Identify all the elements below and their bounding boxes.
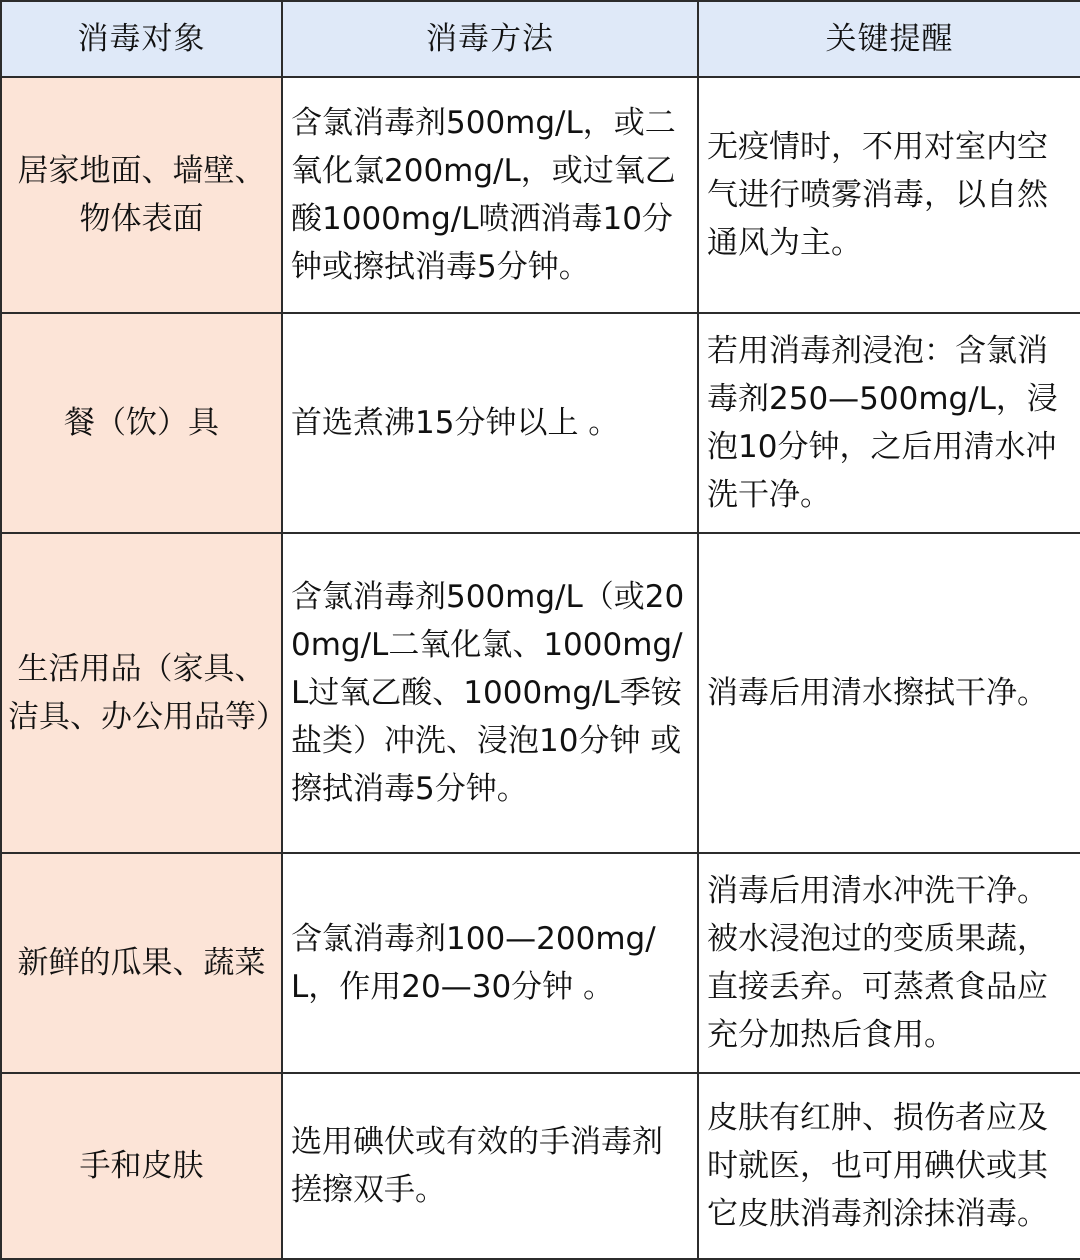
object-cell: 餐（饮）具 xyxy=(1,313,282,533)
header-row xyxy=(1,1,1080,77)
method-cell: 含氯消毒剂500mg/L（或200mg/L二氧化氯、1000mg/L过氧乙酸、1000mg/L季铵盐类）冲洗、浸泡10分钟 或擦拭消毒5分钟。 xyxy=(282,533,698,853)
reminder-cell: 消毒后用清水冲洗干净。被水浸泡过的变质果蔬，直接丢弃。可蒸煮食品应充分加热后食用。 xyxy=(698,853,1080,1073)
table-row xyxy=(1,853,1080,1073)
object-cell: 居家地面、墙壁、物体表面 xyxy=(1,77,282,313)
table-row xyxy=(1,533,1080,853)
reminder-cell: 若用消毒剂浸泡：含氯消毒剂250—500mg/L，浸泡10分钟，之后用清水冲洗干净。 xyxy=(698,313,1080,533)
method-cell: 选用碘伏或有效的手消毒剂搓擦双手。 xyxy=(282,1073,698,1259)
reminder-cell: 皮肤有红肿、损伤者应及时就医，也可用碘伏或其它皮肤消毒剂涂抹消毒。 xyxy=(698,1073,1080,1259)
method-cell: 含氯消毒剂500mg/L，或二氧化氯200mg/L，或过氧乙酸1000mg/L喷洒消毒10分钟或擦拭消毒5分钟。 xyxy=(282,77,698,313)
reminder-cell: 无疫情时，不用对室内空气进行喷雾消毒，以自然通风为主。 xyxy=(698,77,1080,313)
reminder-cell: 消毒后用清水擦拭干净。 xyxy=(698,533,1080,853)
header-reminder: 关键提醒 xyxy=(698,1,1080,77)
object-cell: 生活用品（家具、洁具、办公用品等） xyxy=(1,533,282,853)
method-cell: 含氯消毒剂100—200mg/L，作用20—30分钟 。 xyxy=(282,853,698,1073)
method-cell: 首选煮沸15分钟以上 。 xyxy=(282,313,698,533)
header-object: 消毒对象 xyxy=(1,1,282,77)
object-cell: 新鲜的瓜果、蔬菜 xyxy=(1,853,282,1073)
object-cell: 手和皮肤 xyxy=(1,1073,282,1259)
table-row xyxy=(1,313,1080,533)
header-method: 消毒方法 xyxy=(282,1,698,77)
table-row xyxy=(1,1073,1080,1259)
table-row xyxy=(1,77,1080,313)
